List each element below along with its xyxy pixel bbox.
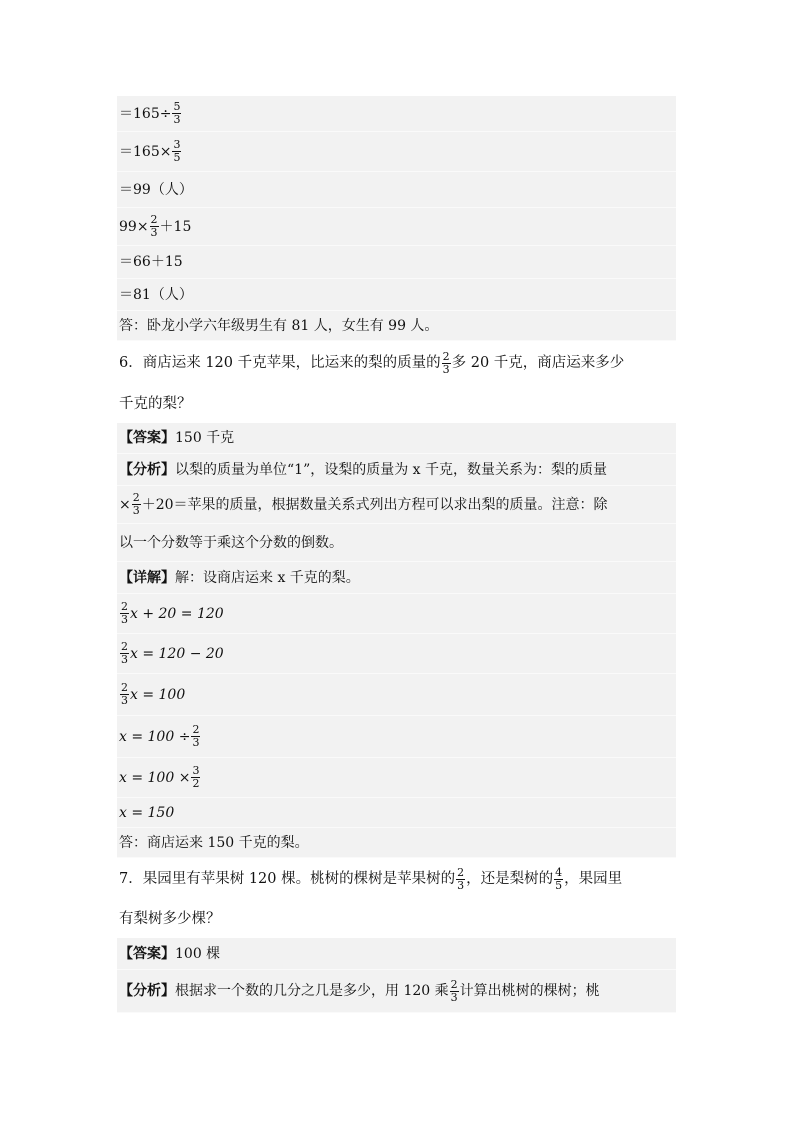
analysis-text: 计算出桃树的棵树；桃 (459, 983, 600, 999)
equation-text: ＝165× (119, 143, 172, 160)
equation-text: ＝81（人） (119, 286, 193, 303)
question-stem-line2 (117, 385, 676, 423)
answer-line (117, 423, 676, 454)
analysis-text: ＋20＝苹果的质量，根据数量关系式列出方程可以求出梨的质量。注意：除 (141, 496, 608, 513)
answer-line (117, 828, 676, 858)
numerator: 2 (121, 600, 128, 614)
denominator: 5 (555, 878, 563, 892)
fraction (554, 867, 563, 891)
solution-line (117, 246, 676, 279)
numerator: 2 (132, 491, 140, 505)
equation-line (117, 716, 676, 758)
question-stem (117, 341, 676, 385)
answer-text: 150 千克 (175, 430, 235, 446)
answer-line (117, 938, 676, 970)
denominator: 3 (457, 878, 465, 892)
fraction (120, 641, 129, 665)
denominator: 5 (173, 151, 181, 164)
analysis-line (117, 486, 676, 524)
numerator: 5 (173, 100, 181, 114)
analysis-text: 根据求一个数的几分之几是多少，用 120 乘 (175, 983, 449, 999)
fraction (450, 979, 459, 1003)
detail-tag: 【详解】 (119, 569, 175, 586)
numerator: 2 (121, 640, 128, 654)
numerator: 2 (450, 977, 458, 991)
equation-text: x = 100 × (119, 769, 191, 786)
numerator: 3 (192, 764, 200, 778)
numerator: 2 (121, 681, 128, 695)
solution-line (117, 208, 676, 246)
denominator: 3 (192, 736, 200, 749)
analysis-line (117, 970, 676, 1013)
equation-line (117, 634, 676, 674)
denominator: 3 (121, 653, 128, 666)
answer-text: 100 棵 (175, 945, 221, 962)
analysis-line (117, 524, 676, 562)
answer-text: 答：卧龙小学六年级男生有 81 人，女生有 99 人。 (119, 317, 439, 334)
answer-tag: 【答案】 (119, 430, 175, 446)
question-stem-line2 (117, 900, 676, 938)
equation-text: x = 120 − 20 (130, 645, 224, 662)
numerator: 2 (150, 213, 158, 227)
numerator: 2 (457, 865, 465, 879)
solution-line (117, 96, 676, 132)
analysis-line (117, 454, 676, 486)
equation-text: x = 150 (119, 804, 175, 821)
fraction (120, 682, 129, 706)
equation-text: 99× (119, 218, 149, 235)
solution-line (117, 132, 676, 172)
question-text: 千克的梨？ (119, 395, 192, 412)
denominator: 3 (173, 113, 181, 126)
analysis-text: 以一个分数等于乘这个分数的倒数。 (119, 534, 343, 551)
fraction (172, 139, 181, 163)
denominator: 3 (121, 694, 128, 707)
denominator: 3 (150, 226, 158, 239)
equation-text: ＝99（人） (119, 181, 193, 198)
question-text: 有梨树多少棵？ (119, 910, 221, 927)
question-text: ，果园里 (564, 870, 623, 887)
answer-line (117, 311, 676, 341)
fraction (456, 867, 465, 891)
question-text: ，还是梨树的 (466, 870, 554, 887)
numerator: 2 (192, 723, 200, 737)
solution-line (117, 172, 676, 208)
numerator: 2 (442, 349, 450, 363)
document-page (117, 96, 676, 1013)
equation-text: ＝165÷ (119, 105, 172, 122)
analysis-tag: 【分析】 (119, 461, 175, 478)
denominator: 3 (450, 990, 458, 1004)
equation-text: x + 20 = 120 (130, 605, 224, 622)
denominator: 3 (442, 362, 450, 376)
equation-text: x = 100 (130, 686, 186, 703)
denominator: 3 (121, 613, 128, 626)
fraction (120, 601, 129, 625)
question-text: 多 20 千克，商店运来多少 (451, 354, 625, 371)
equation-line (117, 594, 676, 634)
analysis-text: 以梨的质量为单位“1”，设梨的质量为 x 千克，数量关系为：梨的质量 (175, 461, 608, 478)
equation-text: ＝66＋15 (119, 254, 183, 270)
question-stem (117, 858, 676, 900)
fraction (132, 492, 141, 516)
answer-text: 答：商店运来 150 千克的梨。 (119, 834, 309, 851)
numerator: 4 (555, 865, 563, 879)
fraction (191, 765, 200, 789)
detail-line (117, 562, 676, 594)
equation-text: ＋15 (159, 218, 192, 235)
fraction (191, 724, 200, 748)
denominator: 2 (192, 777, 200, 790)
question-text: 6．商店运来 120 千克苹果，比运来的梨的质量的 (119, 354, 441, 371)
equation-line (117, 758, 676, 798)
denominator: 3 (132, 504, 140, 517)
equation-line (117, 674, 676, 716)
question-text: 7．果园里有苹果树 120 棵。桃树的棵树是苹果树的 (119, 870, 456, 887)
equation-line (117, 798, 676, 828)
solution-line (117, 279, 676, 311)
analysis-tag: 【分析】 (119, 983, 175, 999)
fraction (172, 101, 181, 125)
numerator: 3 (173, 138, 181, 152)
equation-text: x = 100 ÷ (119, 728, 191, 745)
detail-text: 解：设商店运来 x 千克的梨。 (175, 569, 360, 586)
fraction (442, 351, 451, 375)
answer-tag: 【答案】 (119, 945, 175, 962)
fraction (150, 214, 159, 238)
analysis-text: × (119, 496, 131, 513)
